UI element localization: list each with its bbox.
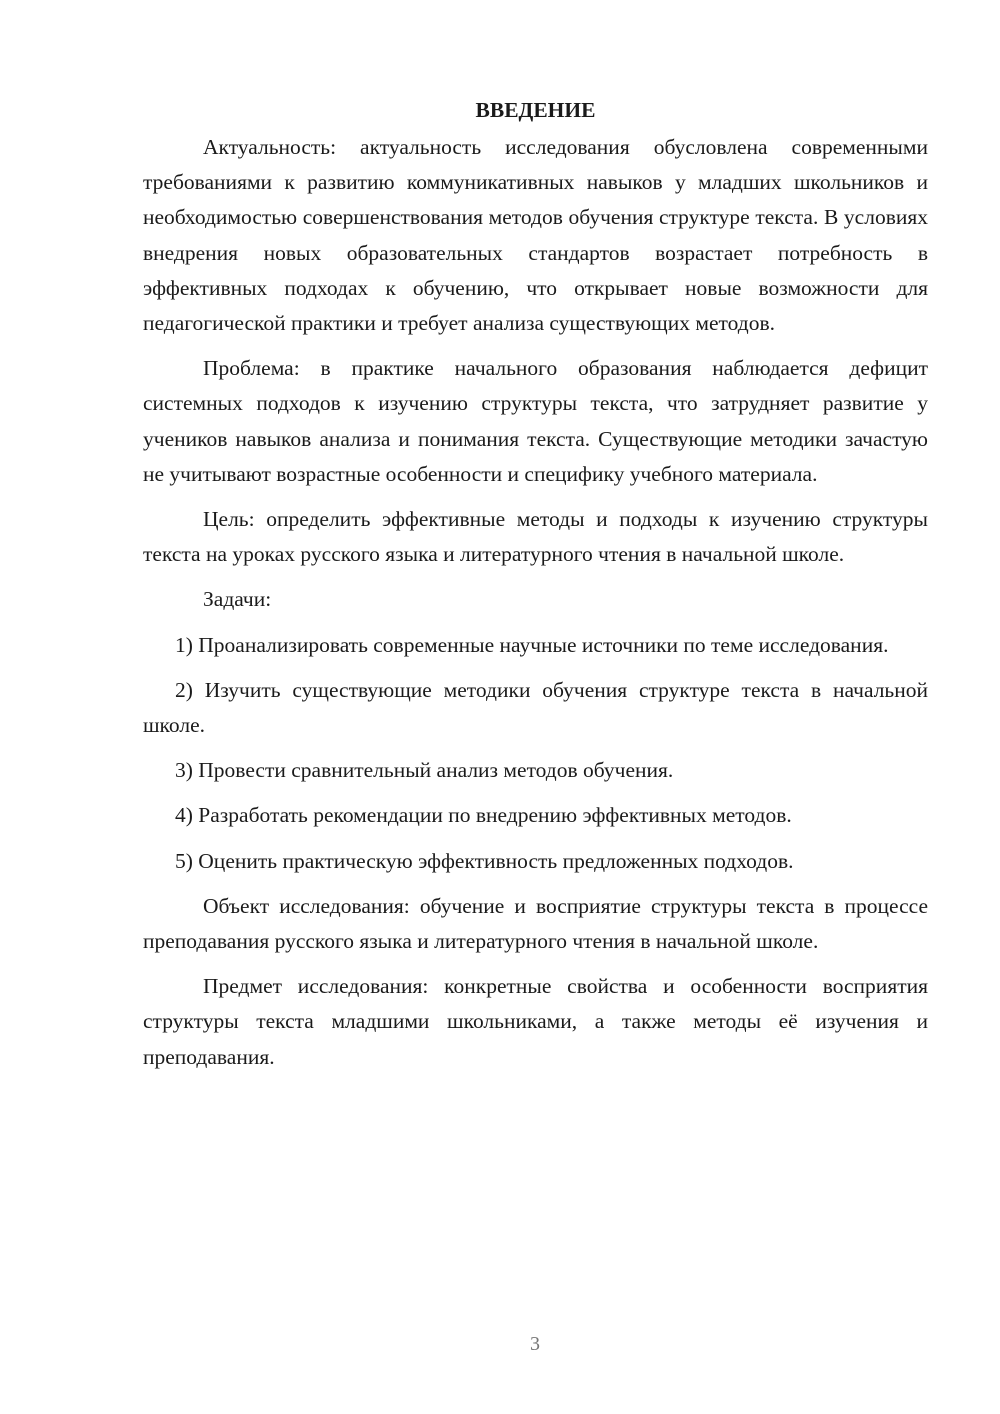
page-title: ВВЕДЕНИЕ xyxy=(475,98,596,122)
task-item: 4) Разработать рекомендации по внедрению эффективных методов. xyxy=(175,803,792,828)
task-item: 1) Проанализировать современные научные источники по теме исследования. xyxy=(175,632,889,657)
goal-paragraph: Цель: определить эффективные методы и подходы к изучению структуры текста на уроках русского языка и литературного чтения в начальной школе. xyxy=(143,507,928,567)
task-item: 3) Провести сравнительный анализ методов обучения. xyxy=(175,758,674,783)
problem-paragraph: Проблема: в практике начального образования наблюдается дефицит системных подходов к изучению структуры текста, что затрудняет развитие у учеников навыков анализа и понимания текста. Существующие методики зачастую не учитывают возрастные особенности и специфику учебного материала. xyxy=(143,356,928,486)
page-number: 3 xyxy=(530,1333,540,1355)
relevance-paragraph: Актуальность: актуальность исследования обусловлена современными требованиями к развитию коммуникативных навыков у младших школьников и необходимостью совершенствования методов обучения структуре текста. В условиях внедрения новых образовательных стандартов возрастает потребность в эффективных подходах к обучению, что открывает новые возможности для педагогической практики и требует анализа существующих методов. xyxy=(143,135,928,336)
task-item: 2) Изучить существующие методики обучения структуре текста в начальной школе. xyxy=(143,677,928,738)
subject-paragraph: Предмет исследования: конкретные свойства и особенности восприятия структуры текста младшими школьниками, а также методы её изучения и преподавания. xyxy=(143,974,928,1069)
tasks-heading: Задачи: xyxy=(203,587,272,612)
task-item: 5) Оценить практическую эффективность предложенных подходов. xyxy=(175,848,794,873)
object-paragraph: Объект исследования: обучение и восприятие структуры текста в процессе преподавания русского языка и литературного чтения в начальной школе. xyxy=(143,893,928,954)
document-page xyxy=(143,92,928,1085)
